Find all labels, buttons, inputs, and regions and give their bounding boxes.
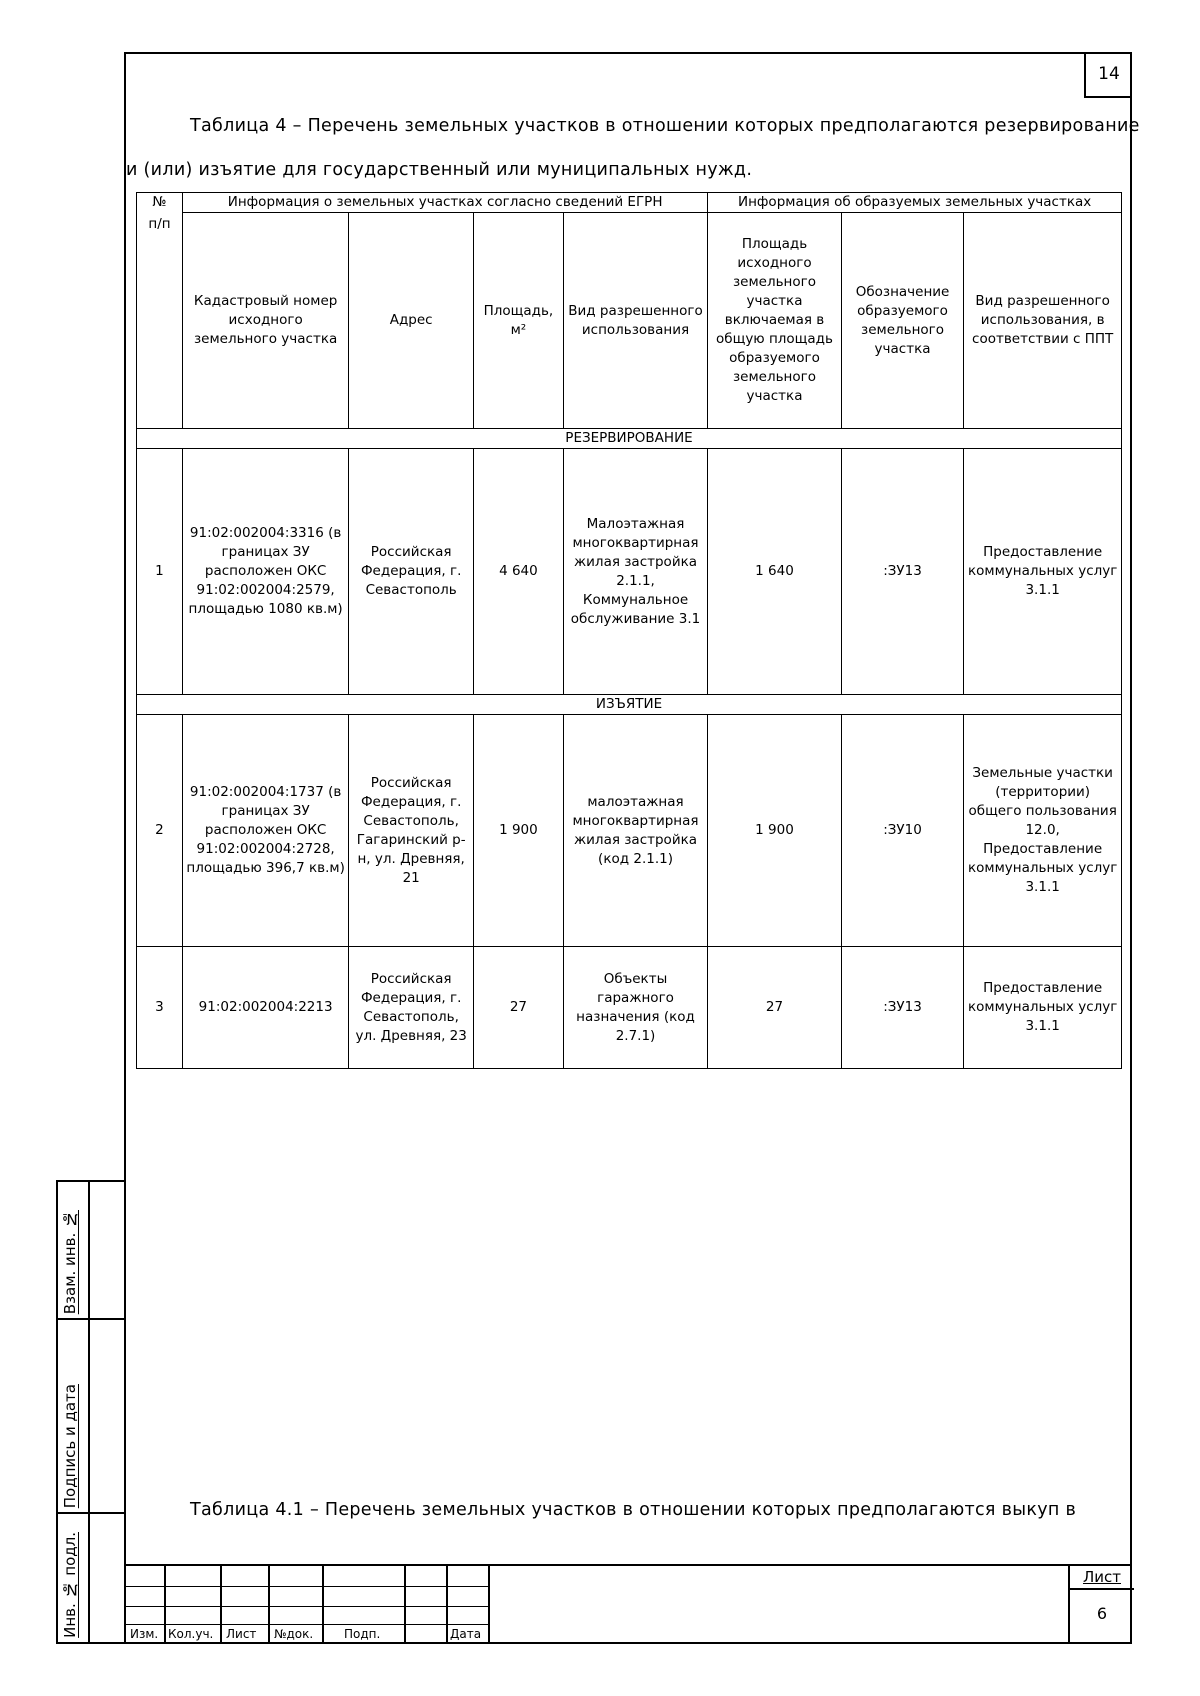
side-label-signature: Подпись и дата (61, 1383, 79, 1508)
header-num-pp: п/п (137, 213, 183, 429)
cell-use: Объекты гаражного назначения (код 2.7.1) (563, 947, 707, 1069)
col-new-use: Вид разрешенного использования, в соответствии с ППТ (964, 213, 1122, 429)
stamp-label-koluch: Кол.уч. (168, 1627, 214, 1641)
cell-use: Малоэтажная многоквартирная жилая застройка 2.1.1, Коммунальное обслуживание 3.1 (563, 449, 707, 695)
table-caption-4-1: Таблица 4.1 – Перечень земельных участков в отношении которых предполагаются выкуп в (190, 1500, 1077, 1520)
cell-num: 1 (137, 449, 183, 695)
col-cadastral: Кадастровый номер исходного земельного участка (182, 213, 348, 429)
sheet-label: Лист (1082, 1568, 1121, 1586)
cell-area: 1 900 (474, 715, 564, 947)
cell-area: 4 640 (474, 449, 564, 695)
cell-new-use: Предоставление коммунальных услуг 3.1.1 (964, 947, 1122, 1069)
col-designation: Обозначение образуемого земельного участка (841, 213, 964, 429)
side-box-inv (56, 1512, 124, 1644)
cell-num: 3 (137, 947, 183, 1069)
header-num (137, 193, 183, 213)
cell-new-use: Земельные участки (территории) общего пользования 12.0, Предоставление коммунальных услуг 3.1.1 (964, 715, 1122, 947)
cell-designation: :ЗУ13 (841, 947, 964, 1069)
stamp-label-podp: Подп. (344, 1627, 381, 1641)
cell-address: Российская Федерация, г. Севастополь, ул. Древняя, 23 (349, 947, 474, 1069)
cell-cadastral: 91:02:002004:2213 (182, 947, 348, 1069)
col-use: Вид разрешенного использования (563, 213, 707, 429)
header-egrn: Информация о земельных участках согласно сведений ЕГРН (182, 193, 707, 213)
cell-designation: :ЗУ13 (841, 449, 964, 695)
side-label-vzam: Взам. инв. № (61, 1209, 79, 1314)
section-title: РЕЗЕРВИРОВАНИЕ (137, 429, 1122, 449)
cell-new-use: Предоставление коммунальных услуг 3.1.1 (964, 449, 1122, 695)
table-caption-line-2: и (или) изъятие для государственный или муниципальных нужд. (126, 160, 753, 180)
cell-address: Российская Федерация, г. Севастополь, Гагаринский р-н, ул. Древняя, 21 (349, 715, 474, 947)
sheet-box (1068, 1566, 1134, 1644)
sheet-number: 6 (1096, 1604, 1108, 1623)
table-row (137, 947, 1122, 1069)
page-number: 14 (1084, 52, 1132, 98)
cell-included-area: 1 640 (708, 449, 842, 695)
col-area: Площадь, м² (474, 213, 564, 429)
cell-designation: :ЗУ10 (841, 715, 964, 947)
col-address: Адрес (349, 213, 474, 429)
side-box-signature (56, 1318, 124, 1514)
stamp-label-data: Дата (450, 1627, 482, 1641)
cell-included-area: 27 (708, 947, 842, 1069)
cell-num: 2 (137, 715, 183, 947)
cell-use: малоэтажная многоквартирная жилая застройка (код 2.1.1) (563, 715, 707, 947)
header-formed: Информация об образуемых земельных участках (708, 193, 1122, 213)
cell-cadastral: 91:02:002004:3316 (в границах ЗУ расположен ОКС 91:02:002004:2579, площадью 1080 кв.м) (182, 449, 348, 695)
side-label-inv: Инв. № подл. (61, 1532, 79, 1638)
cell-address: Российская Федерация, г. Севастополь (349, 449, 474, 695)
side-box-vzam (56, 1180, 124, 1320)
land-plots-table (136, 192, 1122, 1069)
stamp-label-izm: Изм. (130, 1627, 159, 1641)
stamp-label-list: Лист (226, 1627, 257, 1641)
table-caption-line-1: Таблица 4 – Перечень земельных участков в отношении которых предполагаются резервирование (190, 116, 1140, 136)
table-row (137, 449, 1122, 695)
title-block (124, 1564, 1132, 1644)
cell-area: 27 (474, 947, 564, 1069)
section-title: ИЗЪЯТИЕ (137, 695, 1122, 715)
cell-included-area: 1 900 (708, 715, 842, 947)
col-included-area: Площадь исходного земельного участка включаемая в общую площадь образуемого земельного участка (708, 213, 842, 429)
table-row (137, 715, 1122, 947)
cell-cadastral: 91:02:002004:1737 (в границах ЗУ расположен ОКС 91:02:002004:2728, площадью 396,7 кв.м) (182, 715, 348, 947)
header-num-sign: № (152, 194, 167, 211)
stamp-label-ndok: №док. (274, 1627, 314, 1641)
